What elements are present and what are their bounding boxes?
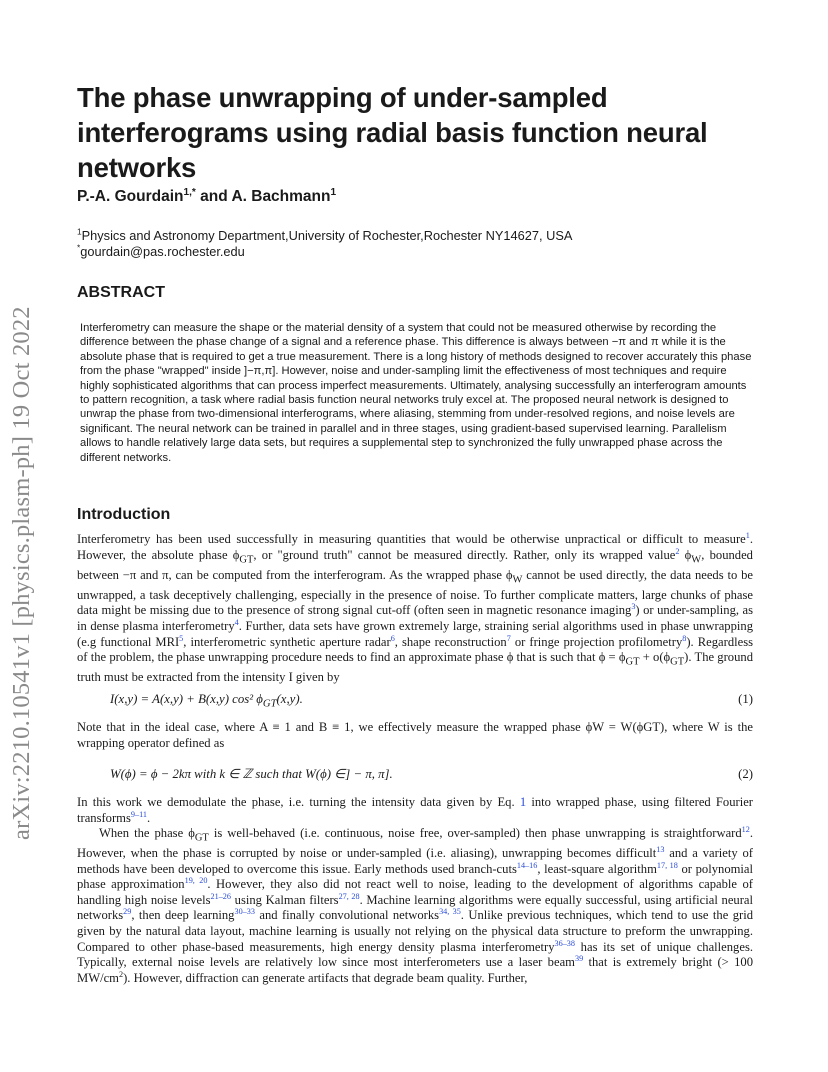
equation-2: W(ϕ) = ϕ − 2kπ with k ∈ ℤ such that W(ϕ) ∈] − π, π]. (2) (110, 767, 753, 781)
citation-link[interactable]: 6 (390, 633, 395, 643)
arxiv-identifier: arXiv:2210.10541v1 [physics.plasm-ph] 19 Oct 2022 (8, 306, 35, 840)
citation-link[interactable]: 4 (234, 617, 239, 627)
citation-link[interactable]: 21–26 (210, 891, 231, 901)
citation-link[interactable]: 36–38 (554, 938, 575, 948)
affiliations (77, 228, 572, 260)
author-name: P.-A. Gourdain (77, 188, 184, 205)
author-list (77, 188, 336, 206)
equation-number: (2) (738, 767, 753, 781)
citation-link[interactable]: 17, 18 (656, 860, 678, 870)
citation-link[interactable]: 34, 35 (439, 907, 461, 917)
citation-link[interactable]: 2 (675, 546, 680, 556)
author-superscript: 1 (330, 186, 337, 198)
citation-link[interactable]: 9–11 (130, 809, 147, 819)
affiliation-line: Physics and Astronomy Department,University of Rochester,Rochester NY14627, USA (81, 228, 573, 243)
abstract-text: Interferometry can measure the shape or the material density of a system that could not be measured otherwise by recording the difference between the phase change of a signal and a reference phase. This difference is always between −π and π while it is the absolute phase that is required to get a true measurement. There is a long history of methods designed to recover accurately this phase from the phase "wrapped" inside ]−π,π]. However, noise and under-sampling limit the effectiveness of most techniques and require highly sophisticated algorithms that can process imperfect measurements. Ultimately, analysing successfully an interferogram amounts to pattern recognition, a task where radial basis function neural networks truly excel at. The proposed neural network is designed to unwrap the phase from two-dimensional interferograms, where aliasing, stemming from under-resolved regions, and noise levels are significant. The neural network can be trained in parallel and in three stages, using gradient-based supervised learning. Parallelism allows to handle relatively large data sets, but requires a supplemental step to synchronized the fully unwrapped phase across the different networks. (80, 322, 752, 464)
citation-link[interactable]: 13 (656, 844, 665, 854)
affiliation-marker: * (77, 242, 81, 253)
citation-link[interactable]: 5 (179, 633, 184, 643)
introduction-heading: Introduction (77, 506, 171, 523)
author-name: A. Bachmann (231, 188, 331, 205)
intro-paragraph-1: Interferometry has been used successfully in measuring quantities that would be otherwise unpractical or difficult to measure$^1$. However, the absolute phase $\phi_{GT}$, or "ground truth" cannot be measured directly. Rather, only its wrapped value$^2$ $\phi_W$, bounded between −π and π, can be computed from the interferogram. As the wrapped phase $\phi_W$ cannot be used directly, the data needs to be unwrapped, a task deceptively challenging, especially in the presence of noise. To further complicate matters, large chunks of phase data might be missing due to the presence of strong signal cut-off (often seen in magnetic resonance imaging$^3$) or under-sampling, as in dense plasma interferometry$^4$. Further, data sets have grown extremely large, straining serial algorithms used in phase unwrapping (e.g functional MRI$^5$, interferometric synthetic aperture radar$^6$, shape reconstruction$^7$ or fringe projection profilometry$^8$). Regardless of the problem, the phase unwrapping procedure needs to find an approximate phase ϕ that is such that $\phi = \phi_{GT} + o(\phi_{GT})$. The ground truth must be extracted from the intensity I given by (77, 530, 754, 685)
citation-link[interactable]: 1 (745, 530, 750, 540)
intro-paragraph-2: Note that in the ideal case, where A ≡ 1 and B ≡ 1, we effectively measure the wrapped phase ϕW = W(ϕGT), where W is the wrapping operator defined as (77, 720, 753, 750)
citation-link[interactable]: 29 (123, 907, 132, 917)
paper-title: The phase unwrapping of under-sampled interferograms using radial basis function neural networks (77, 82, 708, 183)
author-superscript: 1,* (183, 186, 196, 198)
citation-link[interactable]: 7 (506, 633, 511, 643)
citation-link[interactable]: 12 (741, 824, 750, 834)
equation-number: (1) (738, 692, 753, 706)
equation-1: I(x,y) = A(x,y) + B(x,y) cos² $\phi_{GT}(x,y)$. (1) (110, 692, 753, 710)
contact-email: gourdain@pas.rochester.edu (80, 244, 245, 259)
citation-link[interactable]: 27, 28 (338, 891, 360, 901)
citation-link[interactable]: 14–16 (516, 860, 538, 870)
citation-link[interactable]: 30–33 (234, 907, 255, 917)
citation-link[interactable]: 8 (682, 633, 687, 643)
citation-link[interactable]: 19, 20 (184, 876, 208, 886)
author-conjunction: and (195, 188, 232, 205)
affiliation-marker: 1 (77, 226, 82, 237)
abstract-heading: ABSTRACT (77, 284, 165, 301)
equation-reference-link[interactable]: 1 (519, 795, 527, 809)
citation-link[interactable]: 39 (574, 954, 584, 964)
intro-paragraph-4: When the phase $\phi_{GT}$ is well-behaved (i.e. continuous, noise free, over-sampled) then phase unwrapping is straightforward$^{12}$. However, when the phase is corrupted by noise or under-sampled (i.e. aliasing), unwrapping becomes difficult$^{13}$ and a variety of methods have been developed to overcome this issue. Early methods used branch-cuts$^{14-16}$, least-square algorithm$^{17, 18}$ or polynomial phase approximation$^{19, 20}$. However, they also did not react well to noise, leading to the development of algorithms capable of handling high noise levels$^{21-26}$ using Kalman filters$^{27, 28}$. Machine learning algorithms were equally successful, using artificial neural networks$^{29}$, then deep learning$^{30-33}$ and finally convolutional networks$^{34, 35}$. Unlike previous techniques, which tend to use the grid given by the natural data layout, machine learning is usually not relying on the physical data structure to preform the unwrapping. Compared to other phase-based measurements, high energy density plasma interferometry$^{36-38}$ has its set of unique challenges. Typically, external noise levels are relatively low since most interferometers use a laser beam$^{39}$ that is extremely bright (> 100 $MW/cm^2$). However, diffraction can generate artifacts that degrade beam quality. Further, (77, 824, 754, 985)
citation-link[interactable]: 3 (631, 602, 636, 612)
intro-paragraph-3: In this work we demodulate the phase, i.e. turning the intensity data given by Eq. 1 into wrapped phase, using filtered Fourier transforms$^{9-11}$. (77, 795, 754, 825)
